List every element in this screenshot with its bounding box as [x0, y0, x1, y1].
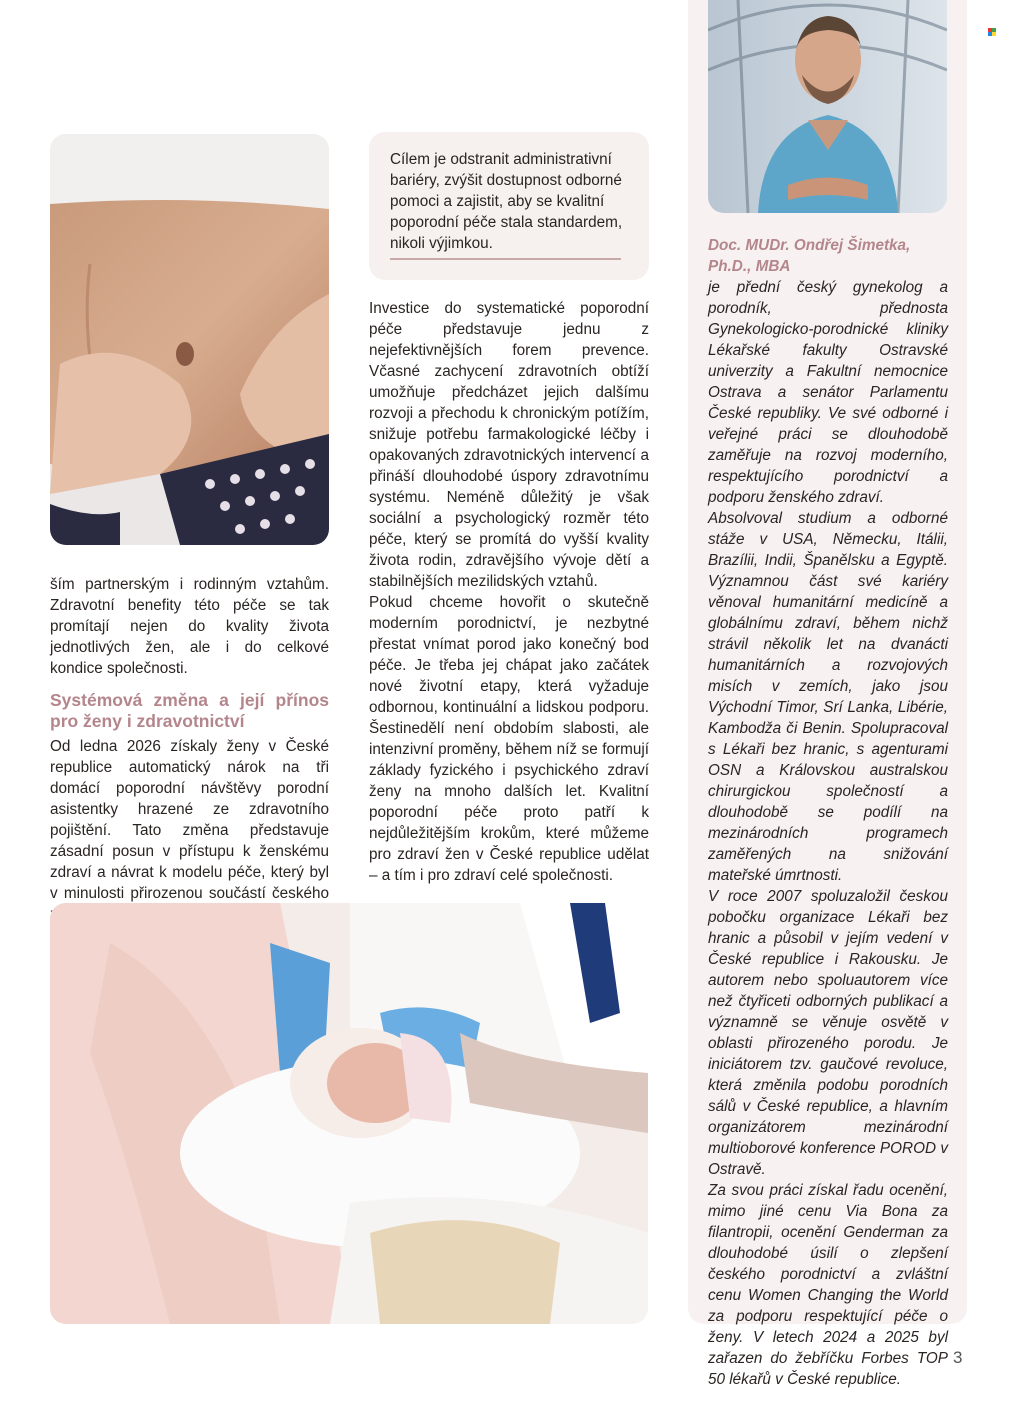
bio-paragraph-4: Za svou práci získal řadu ocenění, mimo jiné cenu Via Bona za filantropii, ocenění Genderman za dlouhodobé úsilí o zlepšení českého porodnictví a zvláštní cenu Women Changing the World za podporu respektující péče o ženy. V letech 2024 a 2025 byl zařazen do žebříčku Forbes TOP 50 lékařů v České republice. — [708, 1182, 948, 1388]
abdomen-photo — [50, 134, 329, 545]
pull-quote-text: Cílem je odstranit administrativní bariéry, zvýšit dostupnost odborné pomoci a zajistit, aby se kvalitní poporodní péče stala standardem, nikoli výjimkou. — [390, 151, 623, 252]
author-bio — [708, 235, 948, 1390]
author-sidebar — [688, 0, 967, 1388]
author-portrait — [708, 0, 947, 213]
author-bio-text — [708, 277, 948, 1390]
page-number: 3 — [953, 1348, 963, 1367]
publisher-logo-icon — [988, 28, 996, 36]
section-heading: Systémová změna a její přínos pro ženy i zdravotnictví — [50, 690, 329, 731]
bio-paragraph-1: je přední český gynekolog a porodník, přednosta Gynekologicko-porodnické kliniky Lékařské fakulty Ostravské univerzity a Fakultní nemocnice Ostrava a senátor Parlamentu České republiky. Ve své odborné i veřejné práci se dlouhodobě zaměřuje na rozvoj moderního, respektujícího porodnictví a podporu ženského zdraví. — [708, 279, 948, 506]
bio-paragraph-3: V roce 2007 spoluzaložil českou pobočku organizace Lékaři bez hranic a působil v jejím vedení v České republice i Rakousku. Je autorem nebo spoluautorem více než čtyřiceti odborných publikací a významně se věnuje osvětě v oblasti přirozeného porodu. Je iniciátorem tzv. gaučové revoluce, která změnila podobu porodních sálů v České republice, a hlavním organizátorem mezinárodní multioborové konference POROD v Ostravě. — [708, 888, 948, 1178]
bio-paragraph-2: Absolvoval studium a odborné stáže v USA, Německu, Itálii, Brazílii, Indii, Španělsku a Egyptě. Významnou část své kariéry věnoval humanitární medicíně a globálnímu zdraví, během nichž strávil několik let na dvanácti humanitárních a rozvojových misích v zemích, jako jsou Východní Timor, Srí Lanka, Libérie, Kambodža či Benin. Spolupracoval s Lékaři bez hranic, s agenturami OSN a Královskou australskou chirurgickou společností a dlouhodobě se podílí na mezinárodních programech zaměřených na snižování mateřské úmrtnosti. — [708, 510, 948, 884]
left-column — [50, 574, 329, 925]
left-paragraph: Od ledna 2026 získaly ženy v České republice automatický nárok na tři domácí poporodní návštěvy porodní asistentky hrazené ze zdravotního pojištění. Tato změna představuje zásadní posun v přístupu k ženskému zdraví a návrat k modelu péče, který byl v minulosti přirozenou součástí českého — [50, 738, 329, 902]
quote-divider — [390, 258, 621, 260]
left-continuation-paragraph: ším partnerským i rodinným vztahům. Zdravotní benefity této péče se tak promítají nejen do kvality života jednotlivých žen, ale i do celkové kondice společnosti. — [50, 576, 329, 677]
middle-column — [369, 298, 649, 886]
newborn-photo — [50, 903, 648, 1324]
pull-quote — [369, 132, 649, 280]
middle-paragraph-1: Investice do systematické poporodní péče představuje jednu z nejefektivnějších forem prevence. Včasné zachycení zdravotních obtíží umožňuje předcházet jejich dalšímu rozvoji a přechodu k chronickým potížím, snižuje potřebu farmakologické léčby i opakovaných zdravotnických intervencí a přináší dlouhodobé úspory zdravotnímu systému. Neméně důležitý je však sociální a psychologický rozměr této péče, který se promítá do vyšší kvality života rodin, zdravějšího vývoje dětí a stabilnějších mezilidských vztahů. — [369, 300, 649, 590]
middle-paragraph-2: Pokud chceme hovořit o skutečně moderním porodnictví, je nezbytné přestat vnímat porod jako konečný bod péče. Je třeba jej chápat jako začátek nové životní etapy, která vyžaduje odbornou, kontinuální a lidskou podporu. Šestinedělí není obdobím slabosti, ale intenzivní proměny, během níž se formují základy fyzického i psychického zdraví ženy na mnoho dalších let. Kvalitní poporodní péče proto patří k nejdůležitějším krokům, které můžeme pro zdraví žen v České republice udělat – a tím i pro zdraví celé společnosti. — [369, 594, 649, 884]
author-name: Doc. MUDr. Ondřej Šimetka, Ph.D., MBA — [708, 237, 911, 275]
